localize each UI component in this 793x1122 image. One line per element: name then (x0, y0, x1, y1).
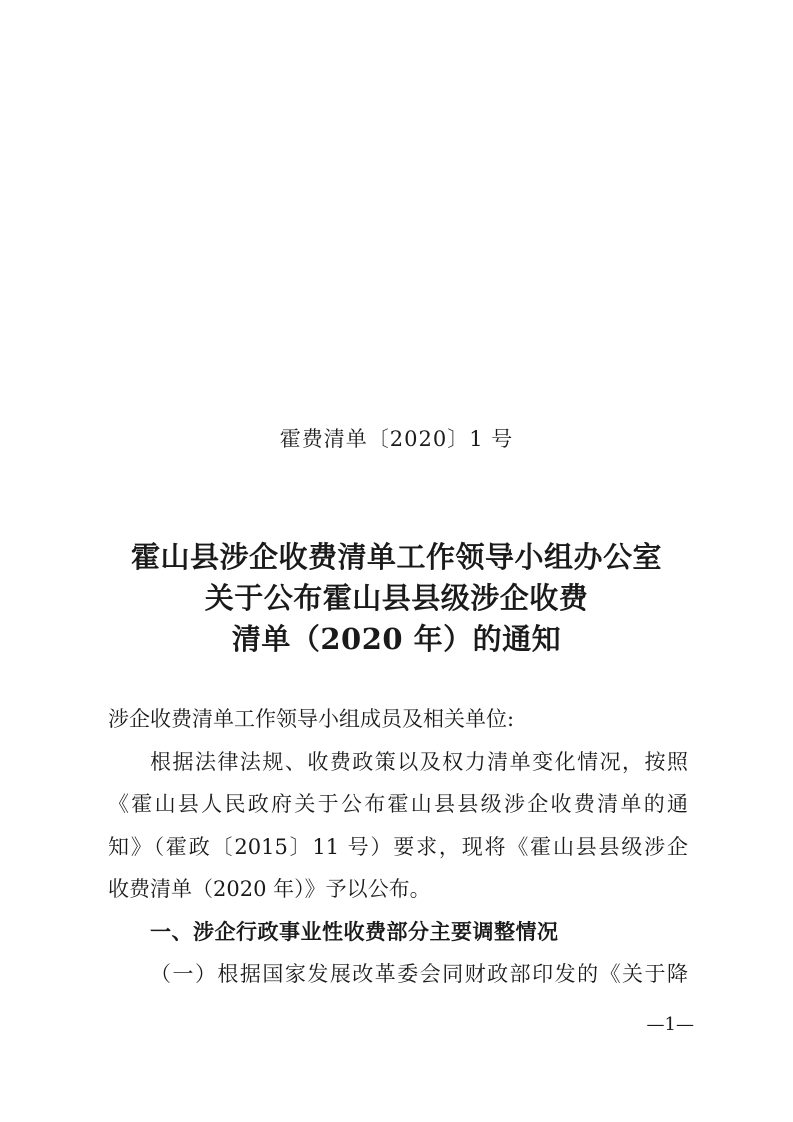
title-line: 清单（2020 年）的通知 (231, 622, 562, 656)
section-heading: 一、涉企行政事业性收费部分主要调整情况 (150, 919, 559, 944)
page-number: —1— (646, 1014, 694, 1035)
paragraph-line: 《霍山县人民政府关于公布霍山县县级涉企收费清单的通 (108, 792, 688, 816)
paragraph-line: 收费清单（2020 年）》予以公布。 (108, 877, 431, 901)
subsection-line: （一）根据国家发展改革委会同财政部印发的《关于降 (150, 962, 688, 986)
document-title (0, 537, 793, 660)
title-line: 关于公布霍山县县级涉企收费 (204, 581, 589, 615)
title-line: 霍山县涉企收费清单工作领导小组办公室 (130, 540, 662, 574)
document-body (108, 698, 688, 996)
paragraph-line: 根据法律法规、收费政策以及权力清单变化情况，按照 (150, 749, 688, 774)
document-number: 霍费清单〔2020〕1 号 (279, 427, 514, 451)
paragraph-line: 知》（霍政〔2015〕11 号）要求，现将《霍山县县级涉企 (108, 834, 688, 859)
salutation: 涉企收费清单工作领导小组成员及相关单位: (108, 707, 515, 731)
